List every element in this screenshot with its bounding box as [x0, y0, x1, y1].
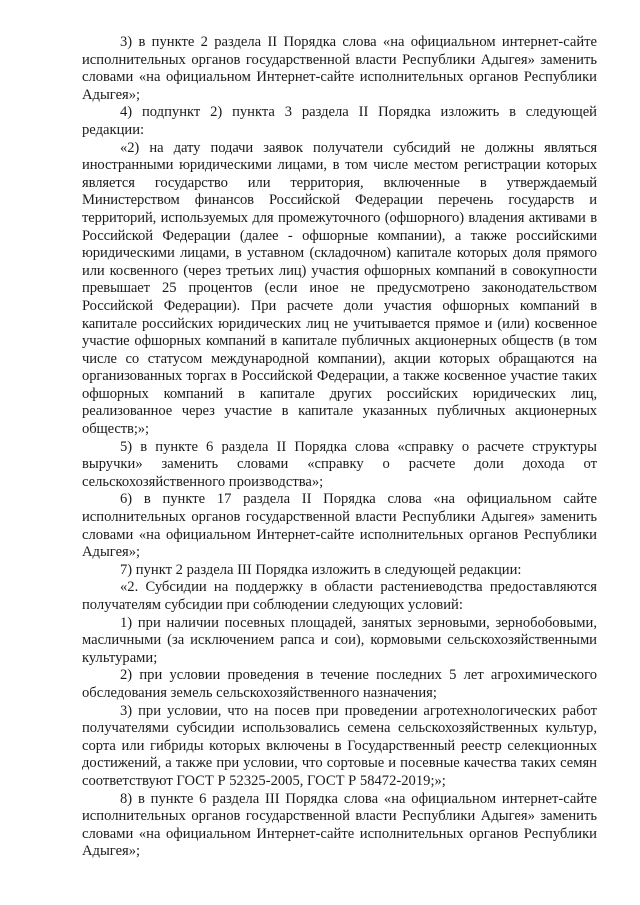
- paragraph-condition-3: 3) при условии, что на посев при проведении агротехнологических работ получателями субсидии использовались семена сельскохозяйственных культур, сорта или гибриды которых включены в Государственный реестр селекционных достижений, а также при условии, что сортовые и посевные качества таких семян соответствуют ГОСТ Р 52325-2005, ГОСТ Р 58472-2019;»;: [82, 702, 597, 789]
- document-page: [82, 34, 597, 861]
- paragraph-item-5: 5) в пункте 6 раздела II Порядка слова «справку о расчете структуры выручки» заменить словами «справку о расчете доли дохода от сельскохозяйственного производства»;: [82, 438, 597, 490]
- paragraph-item-7: 7) пункт 2 раздела III Порядка изложить в следующей редакции:: [120, 561, 522, 578]
- paragraph-condition-1: 1) при наличии посевных площадей, занятых зерновыми, зернобобовыми, масличными (за исключением рапса и сои), кормовыми сельскохозяйственными культурами;: [82, 614, 597, 666]
- paragraph-condition-2: 2) при условии проведения в течение последних 5 лет агрохимического обследования земель сельскохозяйственного назначения;: [82, 667, 597, 701]
- paragraph-quoted-point-2: «2. Субсидии на поддержку в области растениеводства предоставляются получателям субсидии при соблюдении следующих условий:: [82, 579, 597, 613]
- paragraph-quoted-subitem-2: «2) на дату подачи заявок получатели субсидий не должны являться иностранными юридическими лицами, в том числе местом регистрации которых является государство или территория, включенные в утверждаемый Министерством финансов Российской Федерации перечень государств и территорий, используемых для промежуточного (офшорного) владения активами в Российской Федерации (далее - офшорные компании), а также российскими юридическими лицами, в уставном (складочном) капитале которых доля прямого или косвенного (через третьих лиц) участия офшорных компаний в совокупности превышает 25 процентов (если иное не предусмотрено законодательством Российской Федерации). При расчете доли участия офшорных компаний в капитале российских юридических лиц не учитывается прямое и (или) косвенное участие офшорных компаний в капитале публичных акционерных обществ (в том числе со статусом международной компании), акции которых обращаются на организованных торгах в Российской Федерации, а также косвенное участие таких офшорных компаний в капитале других российских юридических лиц, реализованное через участие в капитале указанных публичных акционерных обществ;»;: [82, 139, 597, 438]
- paragraph-item-4: 4) подпункт 2) пункта 3 раздела II Порядка изложить в следующей редакции:: [82, 104, 597, 138]
- paragraph-item-6: 6) в пункте 17 раздела II Порядка слова «на официальном сайте исполнительных органов государственной власти Республики Адыгея» заменить словами «на официальном Интернет-сайте исполнительных органов Республики Адыгея»;: [82, 491, 597, 561]
- paragraph-item-3: 3) в пункте 2 раздела II Порядка слова «на официальном интернет-сайте исполнительных органов государственной власти Республики Адыгея» заменить словами «на официальном Интернет-сайте исполнительных органов Республики Адыгея»;: [82, 34, 597, 103]
- paragraph-item-8: 8) в пункте 6 раздела III Порядка слова «на официальном интернет-сайте исполнительных органов государственной власти Республики Адыгея» заменить словами «на официальном Интернет-сайте исполнительных органов Республики Адыгея»;: [82, 790, 597, 860]
